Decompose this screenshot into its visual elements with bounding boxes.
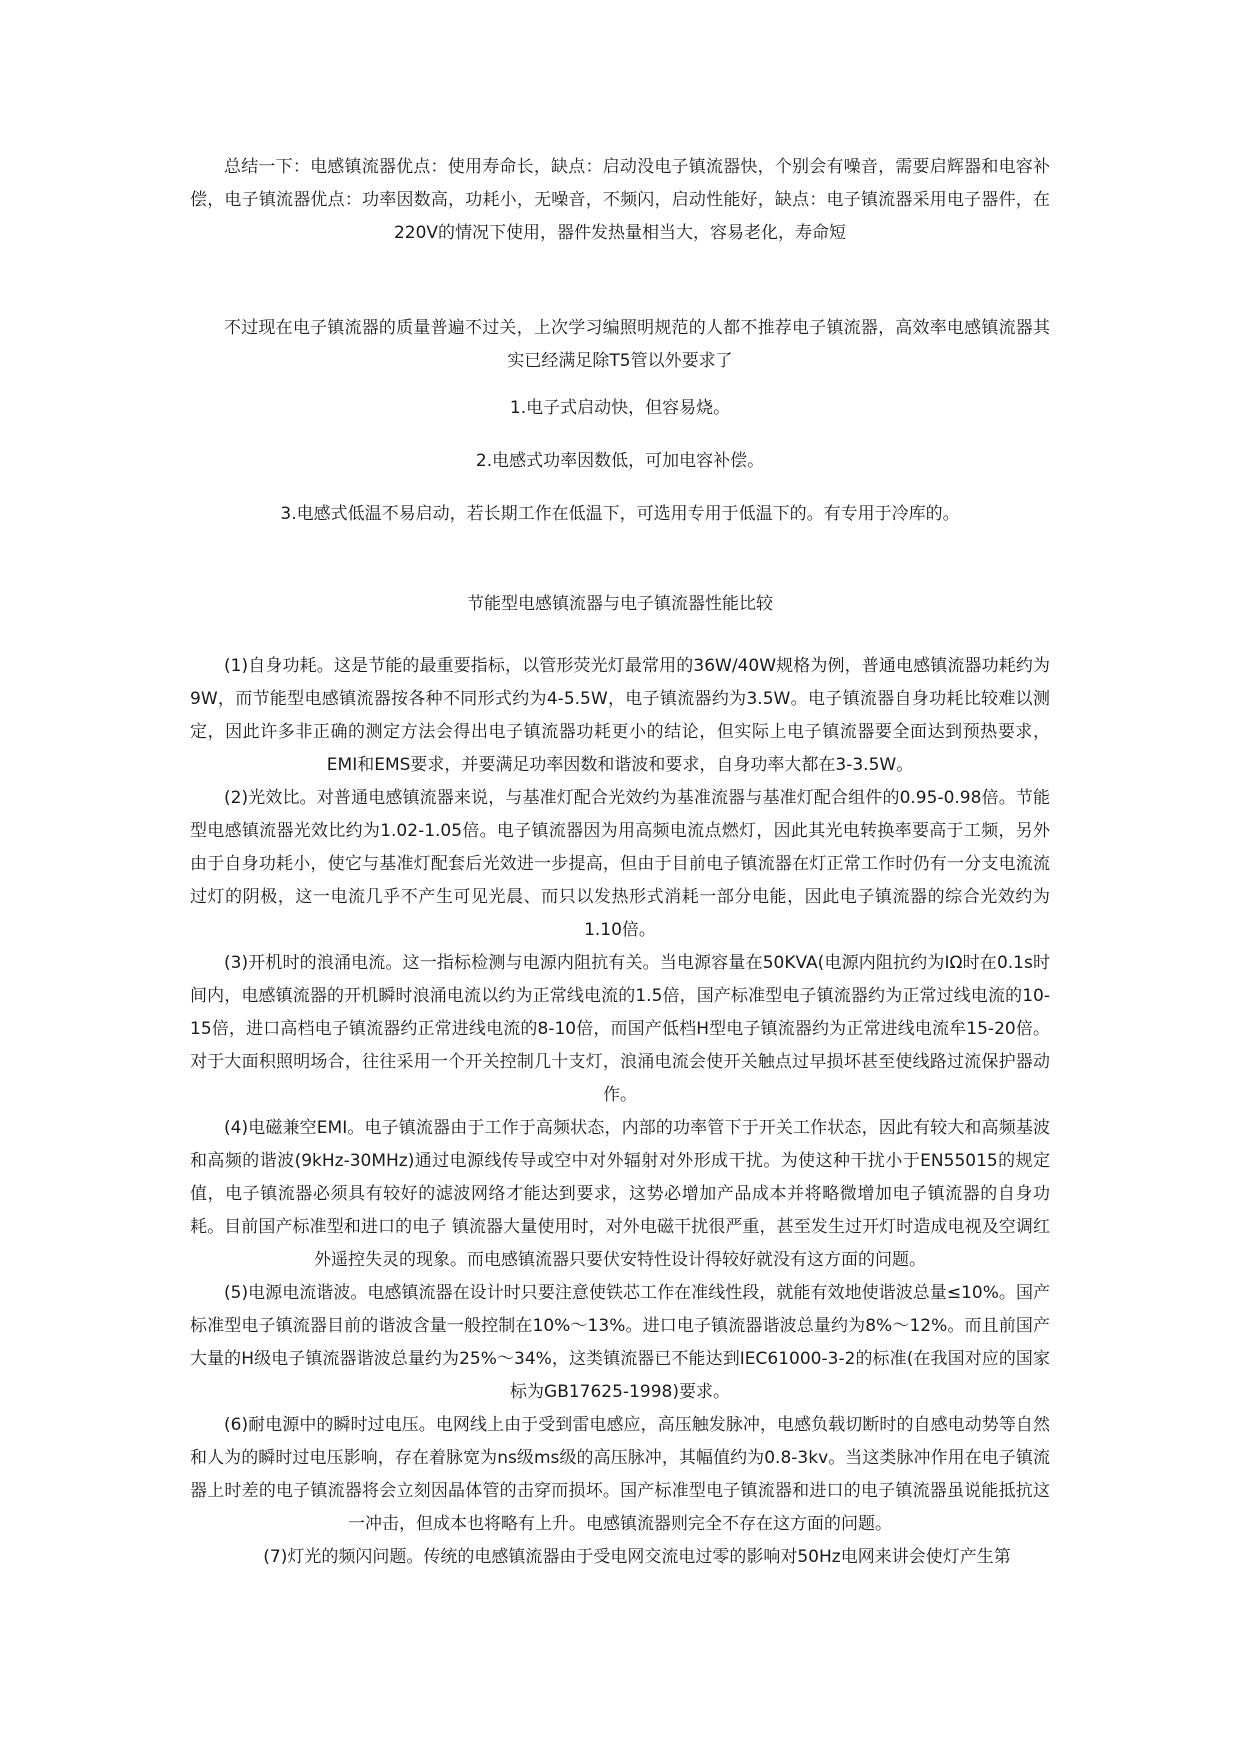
section-body	[190, 650, 1050, 1574]
comparison-list	[190, 392, 1050, 551]
paragraph-luminous-efficacy: (2)光效比。对普通电感镇流器来说，与基准灯配合光效约为基准流器与基准灯配合组件的0.95-0.98倍。节能型电感镇流器光效比约为1.02-1.05倍。电子镇流器因为用高频电流点燃灯，因此其光电转换率要高于工频，另外由于自身功耗小，使它与基准灯配套后光效进一步提高，但由于目前电子镇流器在灯正常工作时仍有一分支电流流过灯的阴极，这一电流几乎不产生可见光晨、而只以发热形式消耗一部分电能，因此电子镇流器的综合光效约为1.10倍。	[190, 788, 1050, 940]
list-item: 2.电感式功率因数低，可加电容补偿。	[475, 451, 765, 471]
note-paragraph: 不过现在电子镇流器的质量普遍不过关，上次学习编照明规范的人都不推荐电子镇流器，高效率电感镇流器其实已经满足除T5管以外要求了	[224, 318, 1050, 371]
paragraph-flicker: (7)灯光的频闪问题。传统的电感镇流器由于受电网交流电过零的影响对50Hz电网来讲会使灯产生第	[263, 1547, 1011, 1567]
section-title: 节能型电感镇流器与电子镇流器性能比较	[467, 594, 773, 614]
paragraph-harmonics: (5)电源电流谐波。电感镇流器在设计时只要注意使铁芯工作在准线性段，就能有效地使谐波总量≤10%。国产标准型电子镇流器目前的谐波含量一般控制在10%～13%。进口电子镇流器谐波总量约为8%～12%。而且前国产大量的H级电子镇流器谐波总量约为25%～34%，这类镇流器已不能达到IEC61000-3-2的标准(在我国对应的国家标为GB17625-1998)要求。	[190, 1283, 1050, 1402]
summary-paragraph: 总结一下：电感镇流器优点：使用寿命长，缺点：启动没电子镇流器快，个别会有噪音，需要启辉器和电容补偿，电子镇流器优点：功率因数高，功耗小，无噪音，不频闪，启动性能好，缺点：电子镇流器采用电子器件，在220V的情况下使用，器件发热量相当大，容易老化，寿命短	[190, 157, 1050, 243]
paragraph-power-consumption: (1)自身功耗。这是节能的最重要指标，以管形荧光灯最常用的36W/40W规格为例，普通电感镇流器功耗约为9W，而节能型电感镇流器按各种不同形式约为4-5.5W，电子镇流器约为3.5W。电子镇流器自身功耗比较难以测定，因此许多非正确的测定方法会得出电子镇流器功耗更小的结论，但实际上电子镇流器要全面达到预热要求，EMI和EMS要求，并要满足功率因数和谐波和要求，自身功率大都在3-3.5W。	[190, 656, 1050, 775]
list-item: 1.电子式启动快，但容易烧。	[509, 398, 731, 418]
paragraph-emi: (4)电磁兼空EMI。电子镇流器由于工作于高频状态，内部的功率管下于开关工作状态，因此有较大和高频基波和高频的谐波(9kHz-30MHz)通过电源线传导或空中对外辐射对外形成干扰。为使这种干扰小于EN55015的规定值，电子镇流器必须具有较好的滤波网络才能达到要求，这势必增加产品成本并将略微增加电子镇流器的自身功耗。目前国产标准型和进口的电子 镇流器大量使用时，对外电磁干扰很严重，甚至发生过开灯时造成电视及空调红外遥控失灵的现象。而电感镇流器只要伏安特性设计得较好就没有这方面的问题。	[190, 1118, 1050, 1270]
paragraph-inrush-current: (3)开机时的浪涌电流。这一指标检测与电源内阻抗有关。当电源容量在50KVA(电源内阻抗约为IΩ时在0.1s时间内，电感镇流器的开机瞬时浪涌电流以约为正常线电流的1.5倍，国产标准型电子镇流器约为正常过线电流的10-15倍，进口高档电子镇流器约正常进线电流的8-10倍，而国产低档H型电子镇流器约为正常进线电流牟15-20倍。对于大面积照明场合，往往采用一个开关控制几十支灯，浪涌电流会使开关触点过早损坏甚至使线路过流保护器动作。	[190, 953, 1050, 1105]
list-item: 3.电感式低温不易启动，若长期工作在低温下，可选用专用于低温下的。有专用于冷库的。	[280, 504, 960, 524]
paragraph-transient-overvoltage: (6)耐电源中的瞬时过电压。电网线上由于受到雷电感应，高压触发脉冲，电感负载切断时的自感电动势等自然和人为的瞬时过电压影响，存在着脉宽为ns级ms级的高压脉冲，其幅值约为0.8-3kv。当这类脉冲作用在电子镇流器上时差的电子镇流器将会立刻因晶体管的击穿而损坏。国产标准型电子镇流器和进口的电子镇流器虽说能抵抗这一冲击，但成本也将略有上升。电感镇流器则完全不存在这方面的问题。	[190, 1415, 1050, 1534]
